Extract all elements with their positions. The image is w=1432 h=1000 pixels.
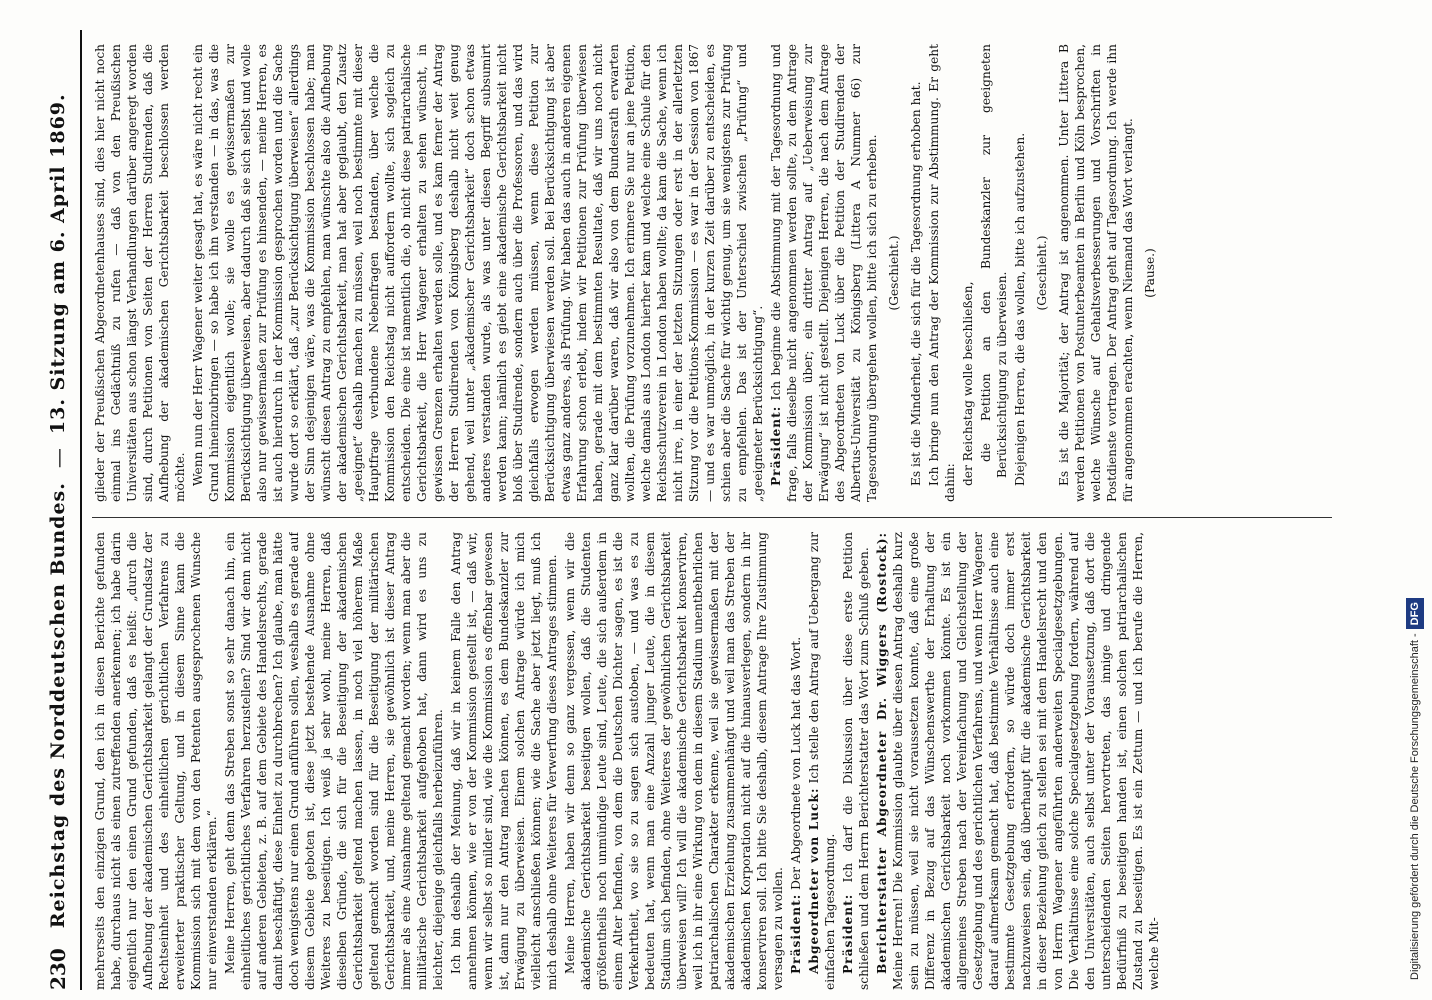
digitization-note — [1402, 0, 1428, 1000]
header-right-title: 13. Sitzung am 6. April 1869. — [47, 93, 69, 435]
page-number: 230 — [46, 948, 70, 990]
speaker-president: Präsident: — [789, 893, 803, 974]
digitization-sidebar — [1402, 0, 1428, 1000]
left-paragraph-4: Meine Herren, haben wir denn so ganz vergessen, wenn wir die akademische Gerichtsbarkeit beseitigen wollen, daß die Studenten größtentheils noch unmündige Leute sind, Leute, die sich außerdem in einem Alter befinden, von dem die Deutschen Dichter sagen, es ist die Verkehrtheit, wo sie so zu sagen sich austoben, — und was es zu bedeuten hat, wenn man eine Anzahl junger Leute, die in diesem Stadium sich befinden, ohne Weiteres der gewöhnlichen Gerichtsbarkeit überweisen will? Ich will die akademische Gerichtsbarkeit konserviren, weil ich in ihr eine Wirkung von dem in diesem Stadium unentbehrlichen patriarchalischen Charakter erkenne, weil sie gewissermaßen mit der akademischen Erziehung zusammenhängt und weil man das Streben der akademischen Korporation nicht auf die hinausverlegen, sondern in ihr konserviren soll. Ich bitte Sie deshalb, diesem Antrage Ihre Zustimmung versagen zu wollen. — [563, 532, 785, 990]
stage-direction-3: (Pause.) — [1143, 248, 1157, 298]
header-left-title: Reichstag des Norddeutschen Bundes. — [47, 482, 69, 929]
right-paragraph-8: die Petition an den Bundeskanzler zur geeigneten Berücksichtigung zu überweisen. — [979, 44, 1009, 478]
left-paragraph-6-text: Ich stelle den Antrag auf Uebergang zur einfachen Tagesordnung. — [807, 532, 837, 990]
left-paragraph-5 — [788, 532, 804, 990]
column-divider — [92, 517, 1332, 518]
speaker-von-luck: Abgeordneter von Luck: — [807, 787, 821, 974]
page-body — [40, 30, 1380, 990]
left-paragraph-1: mehrerseits den einzigen Grund, den ich in diesen Berichte gefunden habe, durchaus nicht als einen zutreffenden anerkennen; ich habe darin eigentlich nur den einen Grund gefunden, daß es heißt: „durch die Aufhebung der akademischen Gerichtsbarkeit gelangt der Grundsatz der Rechtseinheit und des einheitlichen gerichtlichen Verfahrens zu erweiterter praktischer Geltung, und in diesem Sinne kann die Kommission sich mit dem von den Petenten ausgesprochenen Wunsche nur einverstanden erklären.“ — [93, 532, 219, 990]
right-paragraph-3-text: Ich beginne die Abstimmung mit der Tagesordnung und frage, falls dieselbe nicht angenommen werden sollte, zu dem Antrage der Kommission über; ein dritter Antrag auf „Ueberweisung zur Erwägung“ ist nicht gestellt. Diejenigen Herren, die nach dem Antrage des Abgeordneten von Luck über die Petition der Studirenden der Albertus-Universität zu Königsberg (Littera A Nummer 66) zur Tagesordnung übergehen wollen, bitte ich sich zu erheben. — [769, 44, 879, 502]
right-column — [92, 44, 1352, 502]
right-paragraph-2: Wenn nun der Herr Wagener weiter gesagt hat, es wäre nicht recht ein Grund hineinzubringen — so habe ich ihn verstanden — in das, was die Kommission eigentlich wolle; sie wolle es gewissermaßen zur Berücksichtigung überweisen, aber dadurch daß sie sich selbst und wolle also nur gewissermaßen zur Prüfung es hinsenden, — meine Herren, es ist auch hierdurch in der Kommission gesprochen worden und die Sache wurde dort so erklärt, daß „zur Berücksichtigung überweisen“ allerdings der Sinn desjenigen wäre, was die Kommission beschlossen habe; man wünscht diesen Antrag zu empfehlen, man wünschte also die Aufhebung der akademischen Gerichtsbarkeit, man hat aber geglaubt, den Zusatz „geeignet“ deshalb machen zu müssen, weil noch bestimmte mit dieser Hauptfrage verbundene Nebenfragen bestanden, über welche die Kommission den Reichstag nicht auffordern wollte, sich sogleich zu entscheiden. Die eine ist namentlich die, ob nicht diese patriarchalische Gerichtsbarkeit, die Herr Wagener erhalten zu sehen wünscht, in gewissen Grenzen erhalten werden solle, und es kam ferner der Antrag der Herren Studirenden von Königsberg deshalb nicht weit genug gehend, weil unter „akademischer Gerichtsbarkeit“ doch schon etwas anderes verstanden wurde, als was unter diesen Begriff subsumirt werden kann; nämlich es giebt eine akademische Gerichtsbarkeit nicht bloß über Studirende, sondern auch über die Professoren, und das wird gleichfalls erwogen werden müssen, wenn diese Petition zur Berücksichtigung überwiesen werden soll. Bei Berücksichtigung ist aber etwas ganz anderes, als Prüfung. Wir haben das auch in anderen eigenen Erfahrung schon erlebt, indem wir Petitionen zur Prüfung überwiesen haben, gerade mit dem bestimmten Resultate, daß wir uns noch nicht ganz klar darüber waren, daß wir also von dem Bundesrath erwarten wollten, die Prüfung vorzunehmen. Ich erinnere Sie nur an jene Petition, welche damals aus London hierher kam und welche eine Schule für den Reichsschutzverein in London haben wollte; da kam die Sache, wenn ich nicht irre, in einer der letzten Sitzungen oder erst in der allerletzten Sitzung vor die Petitions-Kommission — es war in der Session von 1867 — und es war unmöglich, in der kurzen Zeit darüber zu entscheiden, es schien aber die Sache für wichtig genug, um sie wenigstens zur Prüfung zu empfehlen. Das ist der Unterschied zwischen „Prüfung“ und „geeigneter Berücksichtigung“. — [191, 44, 765, 502]
left-paragraph-7 — [840, 532, 872, 990]
left-paragraph-7-text: Ich darf die Diskussion über diese erste Petition schließen und dem Herrn Berichterstatter das Wort zum Schluß geben. — [841, 532, 871, 990]
left-paragraph-2: Meine Herren, geht denn das Streben sonst so sehr danach hin, ein einheitliches gerichtliches Verfahren herzustellen? Sind wir denn nicht auf anderen Gebieten, z. B. auf dem Gebiete des Handelsrechts, gerade damit beschäftigt, diese Einheit zu durchbrechen? Ich glaube, man hätte doch wenigstens nur einen Grund anführen sollen, weshalb es gerade auf diesem Gebiete geboten ist, diese jetzt bestehende Ausnahme ohne Weiteres zu beseitigen. Ich weiß ja sehr wohl, meine Herren, daß dieselben Gründe, die sich für die Beseitigung der akademischen Gerichtsbarkeit geltend machen lassen, in noch viel höherem Maße geltend gemacht worden sind für die Beseitigung der militärischen Gerichtsbarkeit, und, meine Herren, sie gewöhnlich ist dieser Antrag immer als eine Ausnahme geltend gemacht worden; wenn man aber die militärische Gerichtsbarkeit aufgehoben hat, dann wird es uns zu leichter, diejenige gleichfalls herbeizuführen. — [223, 532, 445, 990]
dfg-badge: DFG — [1406, 598, 1424, 629]
left-column — [92, 532, 1352, 990]
running-header — [40, 30, 76, 990]
left-paragraph-3: Ich bin deshalb der Meinung, daß wir in keinem Falle den Antrag annehmen können, wie er von der Kommission gestellt ist, — daß wir, wenn wir selbst so milder sind, wie die Kommission es offenbar gewesen ist, dann nur den Antrag machen können, es dem Bundeskanzler zur Erwägung zu überweisen. Einem solchen Antrage würde ich mich vielleicht anschließen können; wie die Sache aber jetzt liegt, muß ich mich deshalb ohne Weiteres für Verwerfung dieses Antrages stimmen. — [449, 532, 559, 990]
header-dash: — — [46, 448, 70, 469]
right-paragraph-9: Diejenigen Herren, die das wollen, bitte ich aufzustehen. — [1013, 132, 1027, 486]
left-paragraph-8 — [874, 532, 1162, 990]
speaker-president-2: Präsident: — [841, 893, 855, 974]
right-paragraph-7: der Reichstag wolle beschließen, — [961, 281, 975, 486]
header-rule — [80, 30, 82, 990]
digitization-note-text: Digitalisierung gefördert durch die Deutsche Forschungsgemeinschaft - — [1409, 633, 1421, 980]
speaker-president-3: Präsident: — [769, 405, 783, 486]
left-paragraph-8-text: Meine Herren! Die Kommission glaubte über diesen Antrag deshalb kurz sein zu müssen, weil sie nicht voraussetzen konnte, daß eine große Differenz in Bezug auf das Wünschenswerthe der Erhaltung der akademischen Gerichtsbarkeit noch vorkommen könnte. Es ist ein allgemeines Streben nach der Vereinfachung und Gleichstellung der Gesetzgebung und des gerichtlichen Verfahrens, und wenn Herr Wagener darauf aufmerksam gemacht hat, daß bestimmte Verhältnisse auch eine bestimmte Gesetzgebung erfordern, so würde doch immer erst nachzuweisen sein, daß überhaupt für die akademische Gerichtsbarkeit in dieser Beziehung gleich zu stellen sei mit dem Handelsrecht und den von Herrn Wagener angeführten anderweiten Specialgesetzgebungen. Die Verhältnisse eine solche Specialgesetzgebung fordern, während auf den Universitäten, auch selbst unter der Voraussetzung, daß dort die unterscheidenden Seiten hervortreten, das innige und dringende Bedürfniß zu beseitigen handen ist, einen solchen patriarchalischen Zustand zu beseitigen. Es ist ein Zettum — und ich berufe die Herren, welche Mit- — [891, 532, 1161, 990]
stage-direction-1: (Geschieht.) — [887, 235, 901, 311]
right-paragraph-11: Es ist die Majorität; der Antrag ist angenommen. Unter Littera B werden Petitionen von Postunterbeamten in Berlin und Köln besprochen, welche Wünsche auf Gehaltsverbesserungen und Vorschriften in Postdienste vortragen. Der Antrag geht auf Tagesordnung. Ich werde ihn für angenommen erachten, wenn Niemand das Wort verlangt. — [1057, 44, 1135, 502]
speaker-wiggers: Berichterstatter Abgeordneter Dr. Wiggers (Rostock): — [875, 532, 889, 974]
right-paragraph-5: Es ist die Minderheit, die sich für die Tagesordnung erhoben hat. — [909, 81, 923, 486]
right-paragraph-3 — [768, 44, 880, 502]
left-paragraph-6 — [806, 532, 838, 990]
right-paragraph-6: Ich bringe nun den Antrag der Kommission zur Abstimmung. Er geht dahin: — [927, 44, 957, 502]
right-paragraph-1: glieder der Preußischen Abgeordnetenhauses sind, dies hier nicht noch einmal ins Gedächtniß zu rufen — daß von den Preußischen Universitäten aus schon längst Verhandlungen darüber angeregt worden sind, durch Petitionen von Seiten der Herren Studirenden, daß die Aufhebung der akademischen Gerichtsbarkeit beschlossen werden möchte. — [93, 44, 187, 502]
left-paragraph-5-text: Der Abgeordnete von Luck hat das Wort. — [789, 636, 803, 890]
stage-direction-2: (Geschieht.) — [1035, 235, 1049, 311]
